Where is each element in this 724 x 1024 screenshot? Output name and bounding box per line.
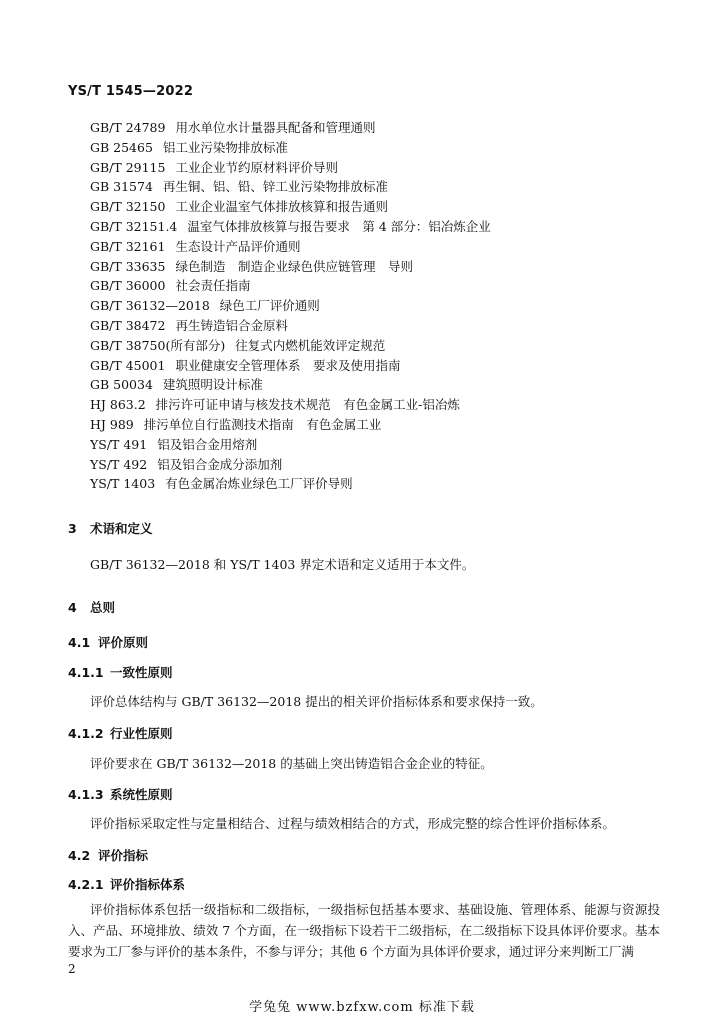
section-title: 评价原则 [98,635,149,650]
document-id: YS/T 1545—2022 [68,84,194,99]
section-4-1-2-text: 评价要求在 GB/T 36132—2018 的基础上突出铸造铝合金企业的特征。 [90,756,493,771]
section-number: 4.1.3 [68,787,104,802]
reference-item [90,237,491,257]
reference-item [90,356,491,376]
section-number: 3 [68,521,77,536]
reference-item [90,474,491,494]
section-3-heading [68,519,153,537]
reference-item [90,455,491,475]
section-4-1-2-heading [68,724,173,742]
reference-code: GB/T 38472 [90,317,166,333]
reference-code: GB/T 45001 [90,357,166,373]
section-4-1-3-text: 评价指标采取定性与定量相结合、过程与绩效相结合的方式，形成完整的综合性评价指标体系。 [90,816,616,831]
section-number: 4.1 [68,635,91,650]
reference-code: GB/T 32161 [90,238,166,254]
reference-code: GB/T 24789 [90,120,166,135]
reference-item [90,276,491,296]
reference-code: YS/T 491 [90,436,148,452]
reference-item [90,316,491,336]
reference-code: GB/T 36132—2018 [90,298,210,314]
reference-code: GB 25465 [90,139,153,155]
reference-title: 工业企业节约原材料评价导则 [175,159,338,175]
section-4-1-1-text: 评价总体结构与 GB/T 36132—2018 提出的相关评价指标体系和要求保持一致。 [90,694,543,709]
section-4-2-heading [68,846,148,864]
reference-title: 用水单位水计量器具配备和管理通则 [175,120,376,135]
normative-references-list [90,118,491,494]
reference-title: 有色金属冶炼业绿色工厂评价导则 [165,476,353,492]
reference-code: HJ 989 [90,416,134,432]
reference-item [90,197,491,217]
reference-item [90,415,491,435]
section-title: 术语和定义 [90,521,153,536]
reference-code: GB/T 29115 [90,159,166,175]
reference-item [90,217,491,237]
reference-title: 再生铸造铝合金原料 [175,317,288,333]
section-4-2-1-text: 评价指标体系包括一级指标和二级指标，一级指标包括基本要求、基础设施、管理体系、能源与资源投入、产品、环境排放、绩效 7 个方面，在一级指标下设若干二级指标，在二级指标下设具体评价要求。基本要求为工厂参与评价的基本条件，不参与评分；其他 6 个方面为具体评价要求，通过评分来判断工厂满 [68,902,660,959]
reference-title: 温室气体排放核算与报告要求 第 4 部分：铝冶炼企业 [187,218,491,234]
reference-item [90,375,491,395]
reference-item [90,435,491,455]
reference-title: 排污单位自行监测技术指南 有色金属工业 [143,416,382,432]
reference-code: YS/T 492 [90,456,148,472]
section-4-2-1-heading [68,875,185,893]
reference-code: GB/T 33635 [90,258,166,274]
section-number: 4.2.1 [68,877,104,892]
section-title: 评价指标体系 [110,877,186,892]
page-number: 2 [68,962,76,976]
section-title: 一致性原则 [110,665,173,680]
reference-title: 往复式内燃机能效评定规范 [235,337,386,353]
reference-item [90,336,491,356]
section-title: 行业性原则 [110,726,173,741]
reference-title: 生态设计产品评价通则 [175,238,301,254]
reference-code: GB/T 32151.4 [90,218,178,234]
section-4-1-heading [68,633,148,651]
reference-title: 再生铜、铝、铅、锌工业污染物排放标准 [162,179,388,195]
reference-code: GB/T 32150 [90,199,166,215]
reference-title: 铝及铝合金用熔剂 [157,436,258,452]
reference-item [90,138,491,158]
reference-title: 排污许可证申请与核发技术规范 有色金属工业-铝冶炼 [155,397,460,413]
reference-code: GB 31574 [90,179,153,195]
section-number: 4 [68,600,77,615]
reference-title: 职业健康安全管理体系 要求及使用指南 [175,357,401,373]
section-number: 4.1.1 [68,665,104,680]
reference-item [90,257,491,277]
reference-item [90,395,491,415]
section-title: 评价指标 [98,848,149,863]
reference-title: 工业企业温室气体排放核算和报告通则 [175,199,388,215]
reference-item [90,158,491,178]
section-title: 总则 [90,600,116,615]
reference-title: 建筑照明设计标准 [162,377,263,393]
reference-item [90,118,491,138]
section-number: 4.2 [68,848,91,863]
section-4-1-3-heading [68,785,173,803]
reference-code: GB 50034 [90,377,153,393]
section-number: 4.1.2 [68,726,104,741]
reference-title: 社会责任指南 [175,278,251,294]
section-4-heading [68,598,115,616]
reference-title: 铝及铝合金成分添加剂 [157,456,283,472]
reference-item [90,296,491,316]
footer-watermark: 学兔兔 www.bzfxw.com 标准下载 [249,1000,475,1015]
section-4-1-1-heading [68,663,173,681]
reference-code: YS/T 1403 [90,476,156,492]
reference-title: 绿色工厂评价通则 [219,298,320,314]
reference-title: 绿色制造 制造企业绿色供应链管理 导则 [175,258,413,274]
section-title: 系统性原则 [110,787,173,802]
reference-code: HJ 863.2 [90,397,146,413]
section-3-text: GB/T 36132—2018 和 YS/T 1403 界定术语和定义适用于本文件。 [90,557,475,572]
reference-code: GB/T 38750(所有部分) [90,337,226,353]
reference-item [90,177,491,197]
reference-title: 铝工业污染物排放标准 [162,139,288,155]
reference-code: GB/T 36000 [90,278,166,294]
